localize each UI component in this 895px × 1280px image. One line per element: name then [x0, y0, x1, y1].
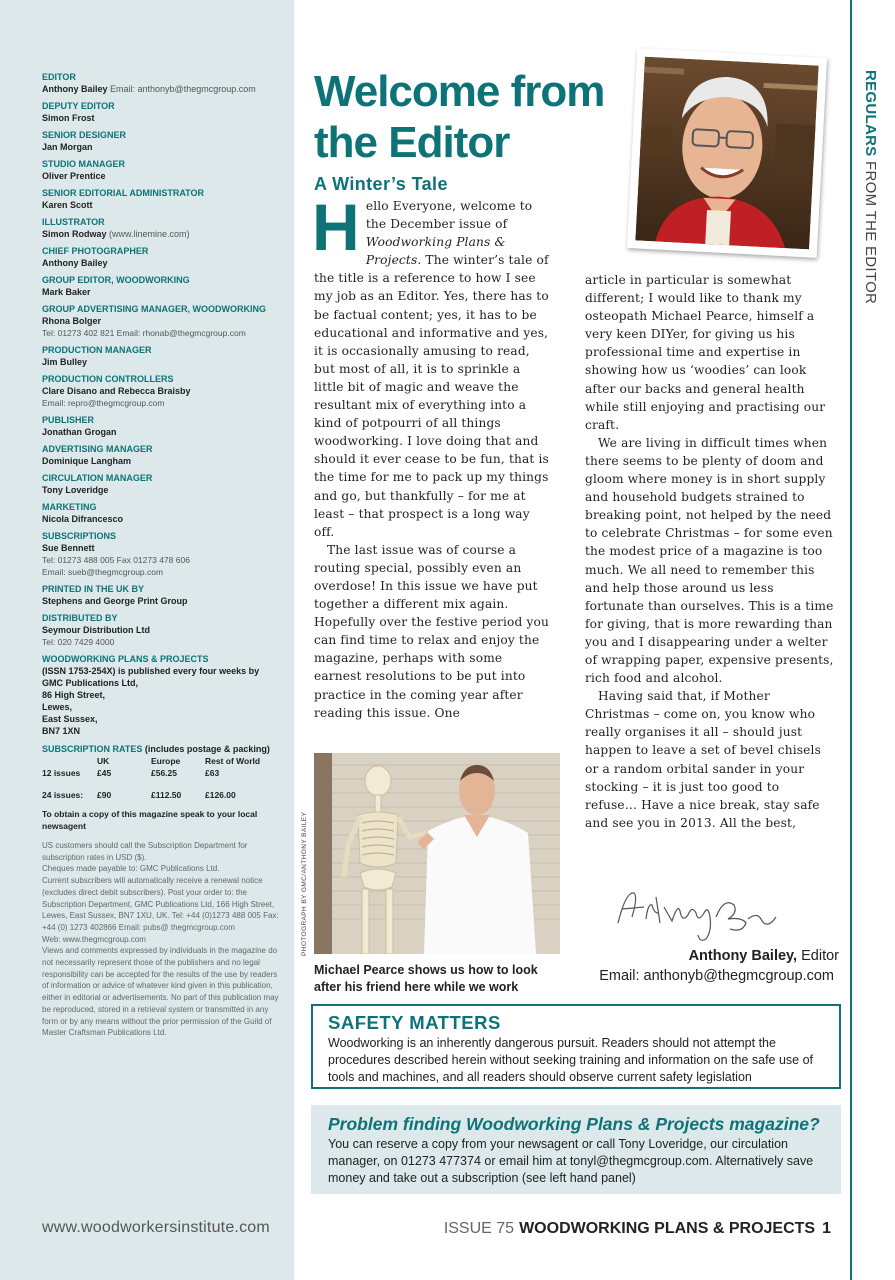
masthead-contact-line: Tel: 01273 488 005 Fax 01273 478 606	[42, 555, 190, 565]
masthead-contact-line: Email: sueb@thegmcgroup.com	[42, 567, 164, 577]
rates-header-cell: Rest of World	[205, 756, 261, 766]
masthead-name-text: Simon Rodway	[42, 229, 107, 239]
rates-cell: £63	[205, 768, 220, 778]
masthead-address-line: 86 High Street,	[42, 690, 106, 700]
footer-website-link[interactable]: www.woodworkersinstitute.com	[42, 1219, 270, 1236]
problem-finding-box	[311, 1105, 841, 1194]
masthead-entry	[42, 275, 282, 298]
article-intro-cont: . The winter’s tale of the title is a reference to how I see my job as an Editor. Yes, there has to be factual content; yes, it has to be educational and informative and yes, it is occasionally amusing to read, but most of all, it is to sprinkle a little bit of magic and weave the resultant mix of everything into a kind of potpourri of all things woodworking. I love doing that and should it ever cease to be fun, that is the time for me to pack up my things and go, but thankfully – for me at least – that prospect is a long way off.	[314, 253, 549, 539]
masthead-contact: (www.linemine.com)	[106, 229, 190, 239]
masthead-entry	[42, 246, 282, 269]
fine-print-paragraph: Web: www.thegmcgroup.com	[42, 934, 146, 944]
masthead-role: SENIOR DESIGNER	[42, 130, 127, 140]
page-title: Welcome from the Editor	[314, 67, 605, 167]
photo-caption: Michael Pearce shows us how to look after his friend here while we work	[314, 963, 538, 994]
masthead-name-text: Mark Baker	[42, 287, 91, 297]
rates-cell: 12 issues	[42, 768, 81, 778]
masthead-name	[42, 542, 282, 554]
masthead-entry	[42, 159, 282, 182]
masthead-entry	[42, 304, 282, 339]
editor-portrait-image	[635, 57, 818, 250]
rates-cell: £45	[97, 768, 112, 778]
article-paragraph: article in particular is somewhat different; I would like to thank my osteopath Michael Pearce, himself a very keen DIYer, for giving us his professional time and expertise in showing how us ‘woodies’ can look after our backs and general health while still enjoying and practising our craft.	[585, 273, 826, 432]
masthead-entry	[42, 130, 282, 153]
article-subhead: A Winter’s Tale	[314, 174, 448, 194]
masthead-role: DEPUTY EDITOR	[42, 101, 115, 111]
masthead-role: SUBSCRIPTIONS	[42, 531, 117, 541]
masthead-name	[42, 455, 282, 467]
masthead-contact-line: Tel: 01273 402 821 Email: rhonab@thegmcgroup.com	[42, 328, 246, 338]
masthead-name	[42, 315, 282, 327]
masthead-name	[42, 356, 282, 368]
masthead-entry	[42, 188, 282, 211]
masthead-role: PUBLISHER	[42, 415, 95, 425]
editor-signature	[612, 883, 792, 945]
page-footer	[444, 1220, 831, 1238]
rates-row	[42, 768, 260, 780]
masthead-list	[42, 72, 282, 1039]
section-tab	[862, 70, 879, 304]
safety-title: SAFETY MATTERS	[328, 1012, 501, 1033]
masthead-entries	[42, 72, 282, 737]
section-tab-normal: FROM THE EDITOR	[862, 161, 879, 305]
masthead-role: PRODUCTION MANAGER	[42, 345, 152, 355]
problem-text: You can reserve a copy from your newsagent or call Tony Loveridge, our circulation manager, on 01273 477374 or email him at tonyl@thegmcgroup.com. Alternatively save money and take out a subscription (see left hand panel)	[328, 1137, 814, 1185]
masthead-contact: Email: anthonyb@thegmcgroup.com	[107, 84, 256, 94]
rates-header-cell	[42, 756, 97, 768]
rates-header-cell: Europe	[151, 756, 181, 766]
rates-gap	[42, 780, 260, 790]
fine-print	[42, 840, 282, 1039]
masthead-role: STUDIO MANAGER	[42, 159, 125, 169]
masthead-name-text: Clare Disano and Rebecca Braisby	[42, 386, 191, 396]
fine-print-paragraph: US customers should call the Subscription Department for subscription rates in USD ($).	[42, 841, 248, 862]
masthead-name	[42, 83, 282, 95]
masthead-name-text: Sue Bennett	[42, 543, 95, 553]
subscription-title-main: SUBSCRIPTION RATES	[42, 744, 143, 754]
article-paragraph: We are living in difficult times when there seems to be plenty of doom and gloom where money is in short supply and household budgets strained to breaking point, not helped by the need to celebrate Christmas – for some even the modest price of a magazine is too much. We all need to remember this and help those around us less fortunate than ourselves. This is a time for giving, that is more rewarding than you and I disappearing under a welter of wrapping paper, expensive presents, rich food and alcohol.	[585, 435, 834, 686]
masthead-name	[42, 426, 282, 438]
masthead-role: ADVERTISING MANAGER	[42, 444, 153, 454]
article-paragraph: The last issue was of course a routing special, possibly even an overdose! In this issue we have put together a different mix again. Hopefully over the festive period you can find time to relax and enjoy the magazine, perhaps with some earnest resolutions to be put into practice in the coming year after reading this issue. One	[314, 542, 549, 720]
article-column-1	[312, 190, 552, 722]
masthead-entry	[42, 415, 282, 438]
issue-number: ISSUE 75	[443, 1220, 515, 1237]
masthead-entry	[42, 345, 282, 368]
masthead-role: PRINTED IN THE UK BY	[42, 584, 145, 594]
editor-name-line	[689, 948, 839, 964]
rates-cell: £112.50	[151, 790, 182, 800]
masthead-name-text: Anthony Bailey	[42, 258, 108, 268]
problem-title: Problem finding Woodworking Plans & Projects magazine?	[328, 1114, 820, 1134]
editor-email[interactable]: Email: anthonyb@thegmcgroup.com	[599, 968, 834, 984]
subscription-rates-table	[42, 756, 260, 802]
masthead-address-line: Lewes,	[42, 702, 73, 712]
masthead-name-text: Jim Bulley	[42, 357, 88, 367]
fine-print-paragraph: Views and comments expressed by individuals in the magazine do not necessarily represent those of the publishers and no legal responsibility can be accepted for the results of the use by readers of information or advice of whatever kind given in this publication, either in editorial or advertisements. No part of this publication may be reproduced, stored in a retrieval system or transmitted in any form or by any means without the prior permission of the Guild of Master Craftsman Publications Ltd.	[42, 946, 279, 1038]
article-column-2	[585, 271, 835, 832]
masthead-role: GROUP EDITOR, WOODWORKING	[42, 275, 190, 285]
masthead-name-text: Anthony Bailey	[42, 84, 108, 94]
masthead-role: CIRCULATION MANAGER	[42, 473, 153, 483]
masthead-panel	[0, 0, 294, 1280]
masthead-name	[42, 141, 282, 153]
rates-cell: 24 issues:	[42, 790, 84, 800]
article-paragraph: Having said that, if Mother Christmas – come on, you know who really organises it all – should just happen to leave a set of bevel chisels or a random orbital sander in your stocking – it is just too good to refuse… Have a nice break, stay safe and see you in 2013. All the best,	[585, 689, 821, 830]
magazine-title-italic: Woodworking Plans & Projects	[365, 235, 506, 268]
masthead-address-line: (ISSN 1753-254X) is published every four weeks by	[42, 666, 260, 676]
masthead-contact-line: Tel: 020 7429 4000	[42, 637, 115, 647]
safety-text: Woodworking is an inherently dangerous pursuit. Readers should not attempt the procedures described herein without seeking training and information on the safe use of tools and machines, and all readers should observe current safety legislation	[328, 1036, 814, 1084]
article-paragraph	[312, 190, 552, 541]
masthead-name	[42, 257, 282, 269]
masthead-entry	[42, 502, 282, 525]
masthead-name-text: Simon Frost	[42, 113, 95, 123]
masthead-name	[42, 286, 282, 298]
masthead-entry	[42, 374, 282, 409]
rates-header-cell: UK	[97, 756, 110, 766]
masthead-entry	[42, 72, 282, 95]
masthead-name	[42, 513, 282, 525]
subscription-rates	[42, 743, 282, 832]
masthead-name	[42, 199, 282, 211]
masthead-name	[42, 385, 282, 397]
masthead-role: MARKETING	[42, 502, 97, 512]
masthead-name	[42, 595, 282, 607]
magazine-name: WOODWORKING PLANS & PROJECTS	[519, 1220, 816, 1237]
masthead-name	[42, 170, 282, 182]
masthead-address-line: GMC Publications Ltd,	[42, 678, 138, 688]
masthead-name-text: Tony Loveridge	[42, 485, 109, 495]
masthead-name	[42, 484, 282, 496]
masthead-role: DISTRIBUTED BY	[42, 613, 118, 623]
masthead-role: PRODUCTION CONTROLLERS	[42, 374, 174, 384]
masthead-entry	[42, 584, 282, 607]
masthead-name-text: Rhona Bolger	[42, 316, 102, 326]
rates-cell: £90	[97, 790, 112, 800]
photo-credit: PHOTOGRAPH BY GMC/ANTHONY BAILEY	[301, 811, 308, 956]
masthead-name-text: Jonathan Grogan	[42, 427, 117, 437]
masthead-entry	[42, 444, 282, 467]
masthead-role: EDITOR	[42, 72, 76, 82]
article-intro: ello Everyone, welcome to the December issue of	[365, 199, 533, 232]
masthead-role: SENIOR EDITORIAL ADMINISTRATOR	[42, 188, 205, 198]
masthead-name-text: Oliver Prentice	[42, 171, 106, 181]
masthead-address-line: BN7 1XN	[42, 726, 81, 736]
masthead-entry	[42, 654, 282, 737]
skeleton-photo	[314, 753, 560, 954]
editor-portrait-photo	[627, 48, 827, 258]
drop-cap: H	[312, 190, 360, 264]
masthead-name	[42, 112, 282, 124]
subscription-title	[42, 743, 282, 755]
masthead-name-text: Nicola Difrancesco	[42, 514, 124, 524]
masthead-entry	[42, 613, 282, 648]
masthead-role: CHIEF PHOTOGRAPHER	[42, 246, 149, 256]
rates-header-row	[42, 756, 260, 768]
masthead-address-line: East Sussex,	[42, 714, 98, 724]
editor-name: Anthony Bailey,	[688, 948, 798, 964]
masthead-name-text: Seymour Distribution Ltd	[42, 625, 150, 635]
masthead-entry	[42, 101, 282, 124]
masthead-role: WOODWORKING PLANS & PROJECTS	[42, 654, 209, 664]
rates-row	[42, 790, 260, 802]
masthead-entry	[42, 531, 282, 578]
page-number: 1	[822, 1220, 831, 1237]
masthead-role: GROUP ADVERTISING MANAGER, WOODWORKING	[42, 304, 267, 314]
masthead-name	[42, 624, 282, 636]
rates-cell: £126.00	[205, 790, 236, 800]
editor-role: Editor	[797, 948, 839, 964]
masthead-name	[42, 228, 282, 240]
skeleton-photo-image	[314, 753, 560, 954]
masthead-entry	[42, 217, 282, 240]
obtain-copy-note: To obtain a copy of this magazine speak to your local newsagent	[42, 809, 258, 831]
fine-print-paragraph: Current subscribers will automatically receive a renewal notice (excludes direct debit subscribers). Post your order to: the Subscription Department, GMC Publications Ltd, 166 High Street, Lewes, East Sussex, BN7 1XU, UK. Tel: +44 (0)1273 488 005 Fax: +44 (0) 1273 402866 Email: pubs@ thegmcgroup.com	[42, 876, 279, 932]
rates-cell: £56.25	[151, 768, 177, 778]
masthead-entry	[42, 473, 282, 496]
masthead-role: ILLUSTRATOR	[42, 217, 105, 227]
masthead-name-text: Karen Scott	[42, 200, 93, 210]
masthead-contact-line: Email: repro@thegmcgroup.com	[42, 398, 165, 408]
subscription-title-note: (includes postage & packing)	[142, 744, 270, 754]
safety-matters-box	[311, 1004, 841, 1089]
masthead-name-text: Dominique Langham	[42, 456, 132, 466]
section-tab-bold: REGULARS	[862, 70, 879, 157]
fine-print-paragraph: Cheques made payable to: GMC Publications Ltd.	[42, 864, 220, 874]
masthead-name-text: Stephens and George Print Group	[42, 596, 188, 606]
masthead-name-text: Jan Morgan	[42, 142, 93, 152]
right-edge-rule	[850, 0, 852, 1280]
